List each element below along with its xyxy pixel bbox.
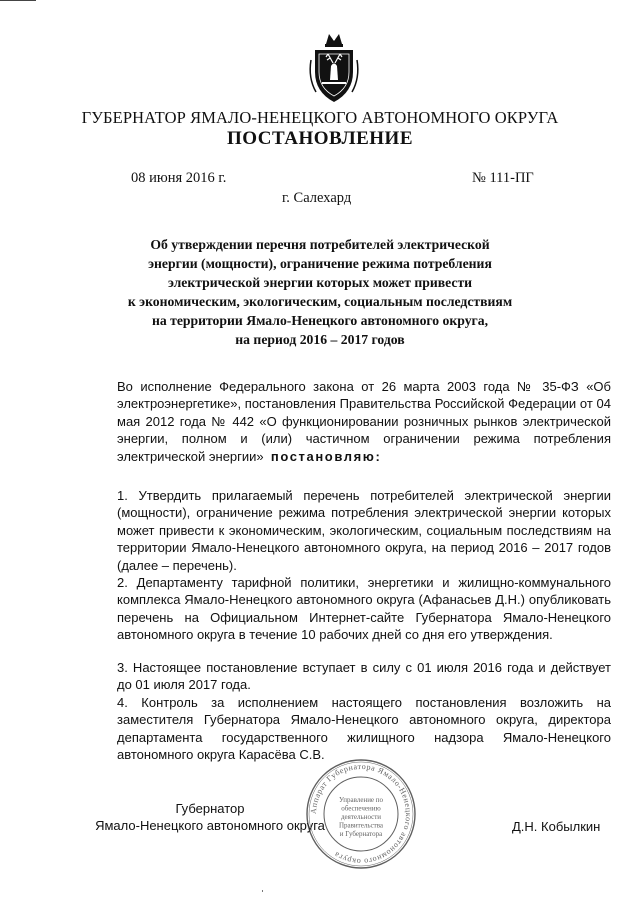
heading-line: к экономическим, экологическим, социальным последствиям [127,294,513,309]
heading-line: электрической энергии которых может привести [167,275,473,290]
resolves-keyword: постановляю: [270,448,382,464]
point-2-text: 2. Департаменту тарифной политики, энергетики и жилищно-коммунального комплекса Ямало-Ненецкого автономного округа (Афанасьев Д.Н.) опубликовать перечень на Официальном Интернет-сайте Губернатора Ямало-Ненецкого автономного округа в течение 10 рабочих дней со дня его утверждения. [117,575,611,643]
heading-line: энергии (мощности), ограничение режима потребления [148,256,492,271]
scan-speck [262,890,263,892]
document-date: 08 июня 2016 г. [131,170,227,186]
svg-text:Управление пообеспечениюдеятел: Управление по обеспечению деятельности Правительства и Губернатора [338,796,384,838]
point-3-text: 3. Настоящее постановление вступает в силу с 01 июля 2016 года и действует до 01 июля 2017 года. [117,660,611,693]
document-heading [40,235,600,349]
signatory-name: Д.Н. Кобылкин [512,819,601,834]
point-2 [103,574,611,644]
point-1-text: 1. Утвердить прилагаемый перечень потребителей электрической энергии (мощности), ограничение режима потребления электрической энергии которых может привести к экономическим, экологическим, социальным последствиям на территории Ямало-Ненецкого автономного округа, на период 2016 – 2017 годов (далее – перечень). [117,488,611,573]
point-1 [103,487,611,574]
preamble-body: Во исполнение Федерального закона от 26 марта 2003 года № 35-ФЗ «Об электроэнергетике», постановления Правительства Российской Федерации от 04 мая 2012 года № 442 «О функционировании розничных рынков электрической энергии, полном и (или) частичном ограничении режима потребления электрической энергии» [117,379,611,464]
document-city: г. Салехард [282,190,352,206]
issuer-title: ГУБЕРНАТОР ЯМАЛО-НЕНЕЦКОГО АВТОНОМНОГО ОКРУГА [81,108,559,127]
point-4 [103,694,611,764]
heading-line: на территории Ямало-Ненецкого автономного округа, [151,313,489,328]
signatory-title [90,800,330,835]
preamble-text [103,378,611,465]
document-number: № 111-ПГ [472,170,534,186]
coat-of-arms-icon [306,30,362,110]
point-3 [103,659,611,694]
official-stamp-icon [305,758,417,870]
top-scan-line [0,0,36,1]
heading-line: Об утверждении перечня потребителей электрической [150,237,490,252]
point-4-text: 4. Контроль за исполнением настоящего постановления возложить на заместителя Губернатора Ямало-Ненецкого автономного округа, директора департамента государственного жилищного надзора Ямало-Ненецкого автономного округа Карасёва С.В. [117,695,611,763]
signatory-title-line: Ямало-Ненецкого автономного округа [95,818,325,834]
heading-line: на период 2016 – 2017 годов [235,332,405,347]
document-type: ПОСТАНОВЛЕНИЕ [226,128,414,149]
preamble-paragraph [103,378,611,465]
signatory-title-line: Губернатор [175,801,245,816]
svg-text:Аппарат Губернатора Ямало-Нене: Аппарат Губернатора Ямало-Ненецкого автономного округа [308,761,414,867]
